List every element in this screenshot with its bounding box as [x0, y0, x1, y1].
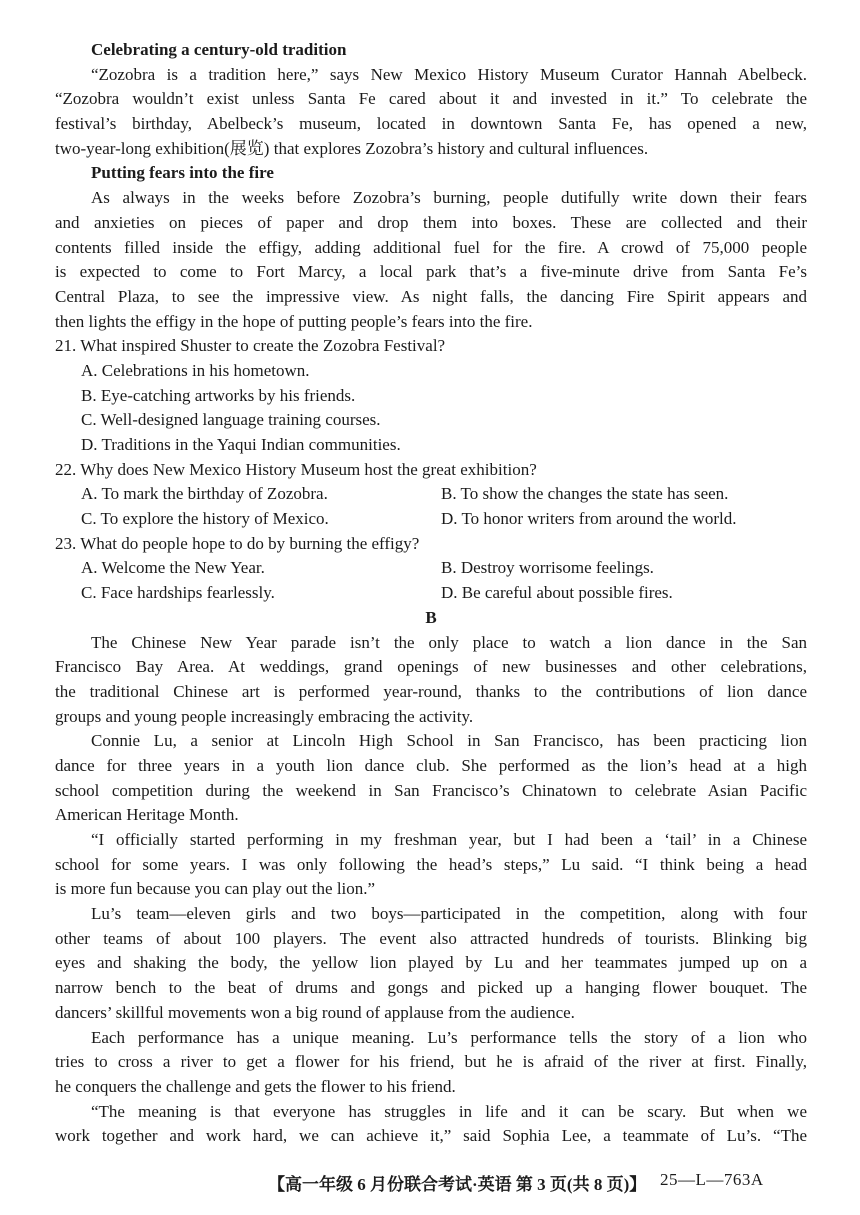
answer-option: C. To explore the history of Mexico. [81, 509, 329, 529]
paragraph-line: Francisco Bay Area. At weddings, grand openings of new businesses and other celebrations, [55, 657, 807, 677]
answer-option: C. Well-designed language training courses. [81, 410, 381, 430]
page-content [55, 38, 807, 1149]
paragraph-line: work together and work hard, we can achieve it,” said Sophia Lee, a teammate of Lu’s. “The [55, 1126, 807, 1146]
answer-option: D. Be careful about possible fires. [441, 583, 673, 603]
paragraph-line: the traditional Chinese art is performed year-round, thanks to the contributions of lion dance [55, 681, 807, 701]
paragraph-line: school competition during the weekend in San Francisco’s Chinatown to celebrate Asian Pacific [55, 780, 807, 800]
section-heading: Putting fears into the fire [91, 163, 274, 183]
paragraph-line: other teams of about 100 players. The event also attracted hundreds of tourists. Blinking big [55, 928, 807, 948]
paragraph-line: “Zozobra wouldn’t exist unless Santa Fe cared about it and invested in it.” To celebrate the [55, 89, 807, 109]
paragraph-line: Each performance has a unique meaning. Lu’s performance tells the story of a lion who [91, 1027, 807, 1047]
paragraph-line: festival’s birthday, Abelbeck’s museum, located in downtown Santa Fe, has opened a new, [55, 114, 807, 134]
section-label: B [425, 607, 437, 627]
paragraph-line: As always in the weeks before Zozobra’s burning, people dutifully write down their fears [91, 188, 807, 208]
answer-option: B. Eye-catching artworks by his friends. [81, 385, 356, 405]
answer-option: B. To show the changes the state has seen. [441, 484, 729, 504]
paragraph-line: Central Plaza, to see the impressive view. As night falls, the dancing Fire Spirit appears and [55, 286, 807, 306]
paragraph-line: is more fun because you can play out the lion.” [55, 879, 376, 899]
paragraph-line: Lu’s team—eleven girls and two boys—participated in the competition, along with four [91, 904, 807, 924]
paragraph-line: school for some years. I was only following the head’s steps,” Lu said. “I think being a head [55, 854, 807, 874]
paragraph-line: “Zozobra is a tradition here,” says New Mexico History Museum Curator Hannah Abelbeck. [91, 64, 807, 84]
option-row [55, 507, 807, 532]
paragraph-line: contents filled inside the effigy, adding additional fuel for the fire. A crowd of 75,000 people [55, 237, 807, 257]
paragraph-line: is expected to come to Fort Marcy, a local park that’s a five-minute drive from Santa Fe’s [55, 262, 807, 282]
question-stem: 21. What inspired Shuster to create the Zozobra Festival? [55, 336, 446, 356]
paper-code: 25—L—763A [660, 1170, 764, 1189]
paragraph-line: dance for three years in a youth lion dance club. She performed as the lion’s head at a high [55, 755, 807, 775]
paragraph-line: two-year-long exhibition(展览) that explores Zozobra’s history and cultural influences. [55, 138, 649, 158]
question-stem: 22. Why does New Mexico History Museum host the great exhibition? [55, 459, 537, 479]
exam-info: 【高一年级 6 月份联合考试·英语 第 3 页(共 8 页)】 [268, 1175, 647, 1194]
option-row [55, 482, 807, 507]
answer-option: A. Welcome the New Year. [81, 558, 265, 578]
paragraph-line: eyes and shaking the body, the yellow lion played by Lu and her teammates jumped up on a [55, 953, 807, 973]
paragraph-line: The Chinese New Year parade isn’t the only place to watch a lion dance in the San [91, 632, 807, 652]
question-stem: 23. What do people hope to do by burning the effigy? [55, 533, 420, 553]
paragraph-line: dancers’ skillful movements won a big round of applause from the audience. [55, 1002, 575, 1022]
answer-option: D. To honor writers from around the world. [441, 509, 737, 529]
section-heading: Celebrating a century-old tradition [91, 40, 347, 59]
answer-option: C. Face hardships fearlessly. [81, 583, 275, 603]
paragraph-line: then lights the effigy in the hope of putting people’s fears into the fire. [55, 311, 533, 331]
paragraph-line: groups and young people increasingly embracing the activity. [55, 706, 474, 726]
paragraph-line: American Heritage Month. [55, 805, 239, 825]
option-row [55, 581, 807, 606]
answer-option: A. Celebrations in his hometown. [81, 360, 310, 380]
answer-option: A. To mark the birthday of Zozobra. [81, 484, 328, 504]
option-row [55, 556, 807, 581]
paragraph-line: tries to cross a river to get a flower for his friend, but he is afraid of the river at first. Finally, [55, 1052, 807, 1072]
paragraph-line: narrow bench to the beat of drums and gongs and picked up a hanging flower bouquet. The [55, 978, 807, 998]
paragraph-line: “I officially started performing in my freshman year, but I had been a ‘tail’ in a Chinese [91, 830, 807, 849]
paragraph-line: Connie Lu, a senior at Lincoln High School in San Francisco, has been practicing lion [91, 731, 807, 751]
answer-option: D. Traditions in the Yaqui Indian communities. [81, 435, 401, 454]
page-footer [0, 1170, 860, 1196]
paragraph-line: “The meaning is that everyone has struggles in life and it can be scary. But when we [91, 1101, 807, 1121]
paragraph-line: he conquers the challenge and gets the flower to his friend. [55, 1076, 456, 1096]
answer-option: B. Destroy worrisome feelings. [441, 558, 654, 578]
paragraph-line: and anxieties on pieces of paper and drop them into boxes. These are collected and their [55, 212, 807, 232]
